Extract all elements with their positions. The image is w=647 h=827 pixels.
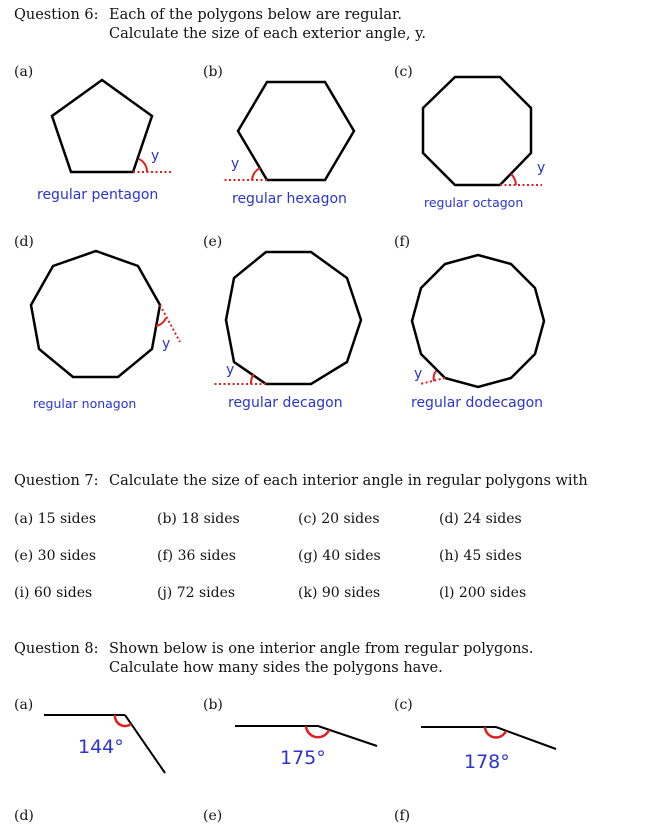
octagon-shape xyxy=(423,77,531,185)
q7-item-g: (g) 40 sides xyxy=(298,548,381,564)
decagon-y-label: y xyxy=(226,362,235,378)
q6-label-d: (d) xyxy=(14,234,34,250)
octagon-angle-arc xyxy=(511,174,516,185)
octagon-y-label: y xyxy=(537,160,546,176)
q8-line1: Shown below is one interior angle from regular polygons. xyxy=(109,641,534,657)
angle-a-slant-line xyxy=(125,715,165,773)
dodecagon-name: regular dodecagon xyxy=(411,395,544,411)
hexagon-name: regular hexagon xyxy=(232,191,347,207)
angle-c-slant-line xyxy=(496,727,556,749)
q6-label-b: (b) xyxy=(203,64,223,80)
hexagon-shape xyxy=(238,82,354,180)
q8-label-b: (b) xyxy=(203,697,223,713)
angle-a-value: 144° xyxy=(78,736,124,758)
nonagon-shape xyxy=(31,251,160,377)
q8-label-c: (c) xyxy=(394,697,413,713)
pentagon-shape xyxy=(52,80,152,172)
q8-label-e: (e) xyxy=(203,808,223,824)
q6-label-e: (e) xyxy=(203,234,223,250)
q6-line2: Calculate the size of each exterior angle, y. xyxy=(109,26,426,42)
q7-item-i: (i) 60 sides xyxy=(14,585,93,601)
angle-b-slant-line xyxy=(318,726,377,746)
dodecagon-y-label: y xyxy=(414,366,423,382)
decagon-shape xyxy=(226,252,361,384)
hexagon-y-label: y xyxy=(231,156,240,172)
q7-text: Calculate the size of each interior angle in regular polygons with xyxy=(109,473,588,489)
q7-item-c: (c) 20 sides xyxy=(298,511,380,527)
dodecagon-shape xyxy=(412,255,544,387)
q7-item-b: (b) 18 sides xyxy=(157,511,240,527)
pentagon-name: regular pentagon xyxy=(37,187,159,203)
dodecagon-extension-line xyxy=(420,378,445,384)
q8-line2: Calculate how many sides the polygons have. xyxy=(109,660,443,676)
q6-label-a: (a) xyxy=(14,64,34,80)
nonagon-name: regular nonagon xyxy=(33,396,137,411)
pentagon-y-label: y xyxy=(151,148,160,164)
q6-label-c: (c) xyxy=(394,64,413,80)
q7-item-h: (h) 45 sides xyxy=(439,548,522,564)
q7-item-k: (k) 90 sides xyxy=(298,585,381,601)
angle-b-value: 175° xyxy=(280,747,326,769)
hexagon-angle-arc xyxy=(252,168,260,180)
decagon-angle-arc xyxy=(251,374,254,384)
q7-item-f: (f) 36 sides xyxy=(157,548,236,564)
q6-label-f: (f) xyxy=(394,234,411,250)
q8-label-f: (f) xyxy=(394,808,411,824)
pentagon-angle-arc xyxy=(139,159,147,172)
angle-c-value: 178° xyxy=(464,751,510,773)
octagon-name: regular octagon xyxy=(424,195,524,210)
nonagon-y-label: y xyxy=(162,336,171,352)
decagon-name: regular decagon xyxy=(228,395,343,411)
q7-item-l: (l) 200 sides xyxy=(439,585,527,601)
q6-line1: Each of the polygons below are regular. xyxy=(109,7,402,23)
q7-item-j: (j) 72 sides xyxy=(157,585,236,601)
q8-number: Question 8: xyxy=(14,641,99,657)
q7-item-d: (d) 24 sides xyxy=(439,511,522,527)
q7-number: Question 7: xyxy=(14,473,99,489)
q7-item-e: (e) 30 sides xyxy=(14,548,97,564)
q6-number: Question 6: xyxy=(14,7,99,23)
q8-label-a: (a) xyxy=(14,697,34,713)
q8-label-d: (d) xyxy=(14,808,34,824)
q7-item-a: (a) 15 sides xyxy=(14,511,97,527)
